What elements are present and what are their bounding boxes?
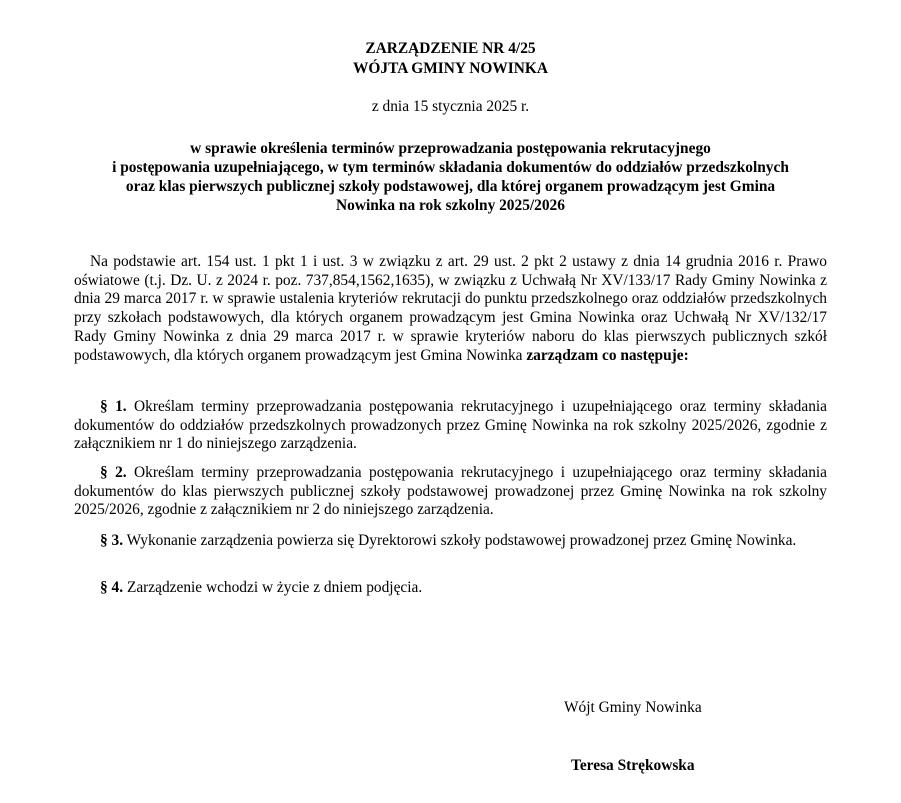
subject-line-3: oraz klas pierwszych publicznej szkoły podstawowej, dla której organem prowadzącym jest Gmina	[125, 178, 776, 195]
preamble-text: Na podstawie art. 154 ust. 1 pkt 1 i ust. 3 w związku z art. 29 ust. 2 pkt 2 ustawy z dnia 14 grudnia 2016 r. Prawo oświatowe (t.j. Dz. U. z 2024 r. poz. 737,854,1562,1635), w związku z Uchwałą Nr XV/133/17 Rady Gminy Nowinka z dnia 29 marca 2017 r. w sprawie ustalenia kryteriów rekrutacji do punktu przedszkolnego oraz oddziałów przedszkolnych przy szkołach podstawowych, dla których organem prowadzącym jest Gmina Nowinka oraz Uchwałą Nr XV/132/17 Rady Gminy Nowinka z dnia 29 marca 2017 r. w sprawie kryteriów naboru do klas pierwszych publicznych szkół podstawowych, dla których organem prowadzącym jest Gmina Nowinka	[74, 253, 827, 364]
subject-line-4: Nowinka na rok szkolny 2025/2026	[336, 197, 565, 214]
paragraph-text: Określam terminy przeprowadzania postępowania rekrutacyjnego i uzupełniającego oraz terminy składania dokumentów do klas pierwszych publicznej szkoły podstawowej prowadzonej przez Gminę Nowinka na rok szkolny 2025/2026, zgodnie z załącznikiem nr 2 do niniejszego zarządzenia.	[74, 464, 827, 519]
date-line: z dnia 15 stycznia 2025 r.	[371, 98, 530, 115]
paragraph-marker: § 2.	[100, 464, 127, 481]
paragraph-text: Określam terminy przeprowadzania postępowania rekrutacyjnego i uzupełniającego oraz terminy składania dokumentów do oddziałów przedszkolnych prowadzonych przez Gminę Nowinka na rok szkolny 2025/2026, zgodnie z załącznikiem nr 1 do niniejszego zarządzenia.	[74, 398, 827, 453]
title-line-2: WÓJTA GMINY NOWINKA	[353, 60, 548, 77]
preamble	[74, 253, 827, 365]
paragraph-text: Zarządzenie wchodzi w życie z dniem podjęcia.	[123, 579, 423, 596]
signature-title: Wójt Gminy Nowinka	[564, 699, 702, 716]
subject-line-1: w sprawie określenia terminów przeprowadzania postępowania rekrutacyjnego	[190, 140, 711, 157]
title-line-1: ZARZĄDZENIE NR 4/25	[365, 40, 536, 57]
paragraph-marker: § 4.	[100, 579, 124, 596]
paragraph-text: Wykonanie zarządzenia powierza się Dyrektorowi szkoły podstawowej prowadzonej przez Gminę Nowinka.	[123, 532, 797, 549]
paragraph-3	[74, 532, 827, 551]
subject-line-2: i postępowania uzupełniającego, w tym terminów składania dokumentów do oddziałów przedszkolnych	[112, 159, 789, 176]
preamble-closing: zarządzam co następuje:	[526, 346, 689, 364]
signature-name: Teresa Strękowska	[571, 757, 695, 774]
paragraph-4	[74, 579, 827, 598]
paragraph-2	[74, 464, 827, 520]
paragraph-1	[74, 398, 827, 454]
document-title	[0, 39, 901, 79]
document-subject	[0, 139, 901, 215]
document-date	[0, 97, 901, 117]
paragraph-marker: § 1.	[100, 398, 127, 415]
preamble-paragraph	[74, 253, 827, 365]
paragraph-marker: § 3.	[100, 532, 124, 549]
